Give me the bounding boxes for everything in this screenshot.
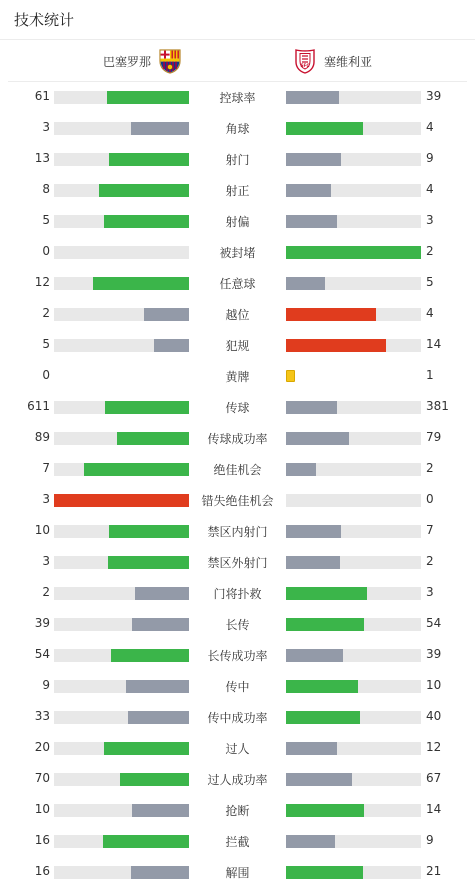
header bbox=[0, 0, 475, 40]
home-value: 16 bbox=[34, 864, 50, 878]
sevilla-crest-icon bbox=[292, 48, 318, 74]
away-bar-track bbox=[286, 277, 421, 290]
home-bar-fill bbox=[126, 680, 189, 693]
stat-label: 抢断 bbox=[225, 804, 250, 818]
stat-label: 射正 bbox=[225, 184, 250, 198]
away-bar-track bbox=[286, 587, 421, 600]
home-value: 10 bbox=[34, 523, 50, 537]
away-bar-fill bbox=[286, 432, 349, 445]
away-bar-fill bbox=[286, 525, 341, 538]
home-bar-fill bbox=[144, 308, 189, 321]
home-bar-track bbox=[54, 432, 189, 445]
away-value: 67 bbox=[426, 771, 442, 785]
stat-row bbox=[0, 578, 475, 609]
away-bar-fill bbox=[286, 401, 337, 414]
away-bar-track bbox=[286, 742, 421, 755]
home-bar-fill bbox=[111, 649, 189, 662]
away-value: 79 bbox=[426, 430, 442, 444]
stat-label: 拦截 bbox=[225, 835, 250, 849]
away-bar-track bbox=[286, 773, 421, 786]
away-bar-fill bbox=[286, 184, 331, 197]
home-team-name: 巴塞罗那 bbox=[102, 54, 151, 69]
home-bar-fill bbox=[128, 711, 189, 724]
home-value: 5 bbox=[42, 337, 50, 351]
stat-label: 控球率 bbox=[219, 91, 256, 105]
home-value: 10 bbox=[34, 802, 50, 816]
home-value: 3 bbox=[42, 492, 50, 506]
home-bar-fill bbox=[93, 277, 189, 290]
home-bar-track bbox=[54, 246, 189, 259]
stat-label: 越位 bbox=[225, 308, 250, 322]
home-bar-track bbox=[54, 525, 189, 538]
home-bar-fill bbox=[120, 773, 189, 786]
away-value: 4 bbox=[426, 120, 434, 134]
stat-label: 角球 bbox=[225, 122, 250, 136]
stat-label: 禁区外射门 bbox=[207, 556, 268, 570]
home-bar-fill bbox=[107, 91, 189, 104]
home-value: 16 bbox=[34, 833, 50, 847]
away-value: 40 bbox=[426, 709, 442, 723]
stat-row bbox=[0, 702, 475, 733]
away-bar-track bbox=[286, 153, 421, 166]
stat-row bbox=[0, 764, 475, 795]
away-bar-fill bbox=[286, 773, 352, 786]
home-bar-fill bbox=[135, 587, 189, 600]
away-bar-fill bbox=[286, 556, 340, 569]
away-value: 4 bbox=[426, 182, 434, 196]
stat-row bbox=[0, 361, 475, 392]
stat-label: 犯规 bbox=[225, 339, 250, 353]
stat-row bbox=[0, 671, 475, 702]
away-value: 9 bbox=[426, 151, 434, 165]
stat-row bbox=[0, 423, 475, 454]
stat-label: 黄牌 bbox=[225, 370, 250, 384]
stat-row bbox=[0, 640, 475, 671]
away-bar-track bbox=[286, 122, 421, 135]
away-bar-track bbox=[286, 494, 421, 507]
home-bar-fill bbox=[132, 618, 189, 631]
away-bar-track bbox=[286, 401, 421, 414]
away-team-name: 塞维利亚 bbox=[324, 54, 373, 69]
stat-label: 传中成功率 bbox=[207, 711, 268, 725]
home-bar-track bbox=[54, 215, 189, 228]
away-bar-fill bbox=[286, 649, 343, 662]
away-bar-track bbox=[286, 804, 421, 817]
away-bar-fill bbox=[286, 835, 335, 848]
away-bar-track bbox=[286, 184, 421, 197]
home-bar-track bbox=[54, 773, 189, 786]
home-bar-track bbox=[54, 835, 189, 848]
home-bar-fill bbox=[154, 339, 189, 352]
home-bar-track bbox=[54, 804, 189, 817]
home-bar-track bbox=[54, 401, 189, 414]
home-bar-fill bbox=[109, 525, 189, 538]
away-value: 9 bbox=[426, 833, 434, 847]
home-bar-fill bbox=[104, 742, 189, 755]
away-value: 5 bbox=[426, 275, 434, 289]
home-bar-track bbox=[54, 649, 189, 662]
home-bar-track bbox=[54, 153, 189, 166]
stat-row bbox=[0, 516, 475, 547]
stat-label: 禁区内射门 bbox=[207, 525, 268, 539]
away-bar-track bbox=[286, 432, 421, 445]
stat-label: 被封堵 bbox=[219, 246, 256, 260]
away-bar-fill bbox=[286, 246, 421, 259]
away-value: 0 bbox=[426, 492, 434, 506]
stat-label: 射门 bbox=[225, 153, 250, 167]
away-bar-track bbox=[286, 463, 421, 476]
away-bar-track bbox=[286, 556, 421, 569]
home-bar-fill bbox=[99, 184, 189, 197]
stat-row bbox=[0, 485, 475, 516]
away-bar-track bbox=[286, 91, 421, 104]
stat-row bbox=[0, 175, 475, 206]
home-bar-track bbox=[54, 618, 189, 631]
away-bar-track bbox=[286, 215, 421, 228]
away-bar-fill bbox=[286, 463, 316, 476]
away-value: 2 bbox=[426, 461, 434, 475]
stat-label: 传球成功率 bbox=[207, 432, 268, 446]
away-bar-track bbox=[286, 618, 421, 631]
home-value: 7 bbox=[42, 461, 50, 475]
away-bar-fill bbox=[286, 680, 358, 693]
home-value: 13 bbox=[34, 151, 50, 165]
away-bar-fill bbox=[286, 122, 363, 135]
away-bar-fill bbox=[286, 215, 337, 228]
stat-row bbox=[0, 144, 475, 175]
home-value: 33 bbox=[34, 709, 50, 723]
away-bar-track bbox=[286, 339, 421, 352]
home-value: 8 bbox=[42, 182, 50, 196]
home-value: 12 bbox=[34, 275, 50, 289]
home-bar-track bbox=[54, 308, 189, 321]
stat-row bbox=[0, 113, 475, 144]
home-bar-track bbox=[54, 122, 189, 135]
home-value: 3 bbox=[42, 554, 50, 568]
stat-label: 过人 bbox=[225, 742, 250, 756]
away-bar-fill bbox=[286, 742, 337, 755]
home-value: 5 bbox=[42, 213, 50, 227]
stat-label: 长传 bbox=[225, 618, 250, 632]
stat-row bbox=[0, 795, 475, 826]
stat-row bbox=[0, 392, 475, 423]
stat-row bbox=[0, 82, 475, 113]
stat-row bbox=[0, 206, 475, 237]
away-value: 4 bbox=[426, 306, 434, 320]
away-value: 3 bbox=[426, 213, 434, 227]
home-value: 39 bbox=[34, 616, 50, 630]
stat-label: 任意球 bbox=[219, 277, 256, 291]
home-bar-fill bbox=[117, 432, 189, 445]
home-bar-fill bbox=[132, 804, 189, 817]
svg-text:SFC: SFC bbox=[300, 63, 310, 68]
away-value: 2 bbox=[426, 244, 434, 258]
stat-label: 绝佳机会 bbox=[213, 463, 262, 477]
away-value: 54 bbox=[426, 616, 442, 630]
home-bar-track bbox=[54, 494, 189, 507]
home-bar-track bbox=[54, 463, 189, 476]
stat-label: 传中 bbox=[225, 680, 250, 694]
away-value: 39 bbox=[426, 89, 442, 103]
stat-row bbox=[0, 299, 475, 330]
home-bar-fill bbox=[104, 215, 189, 228]
away-value: 10 bbox=[426, 678, 442, 692]
away-value: 21 bbox=[426, 864, 442, 878]
away-value: 381 bbox=[426, 399, 449, 413]
away-bar-fill bbox=[286, 91, 339, 104]
away-bar-track bbox=[286, 866, 421, 879]
away-bar-track bbox=[286, 525, 421, 538]
home-bar-track bbox=[54, 680, 189, 693]
page-title: 技术统计 bbox=[14, 11, 75, 29]
away-value: 7 bbox=[426, 523, 434, 537]
home-bar-track bbox=[54, 277, 189, 290]
home-team[interactable] bbox=[103, 48, 183, 74]
home-value: 54 bbox=[34, 647, 50, 661]
home-bar-fill bbox=[84, 463, 189, 476]
away-value: 39 bbox=[426, 647, 442, 661]
away-team[interactable] bbox=[292, 48, 372, 74]
away-bar-fill bbox=[286, 308, 376, 321]
barcelona-crest-icon bbox=[157, 48, 183, 74]
away-value: 12 bbox=[426, 740, 442, 754]
away-value: 14 bbox=[426, 337, 442, 351]
home-value: 70 bbox=[34, 771, 50, 785]
stat-row bbox=[0, 733, 475, 764]
stat-row bbox=[0, 826, 475, 857]
away-bar-track bbox=[286, 246, 421, 259]
home-bar-track bbox=[54, 742, 189, 755]
stat-row bbox=[0, 330, 475, 361]
home-value: 0 bbox=[42, 368, 50, 382]
stat-label: 错失绝佳机会 bbox=[201, 494, 274, 508]
home-bar-fill bbox=[54, 494, 189, 507]
home-bar-fill bbox=[109, 153, 189, 166]
stat-row bbox=[0, 857, 475, 888]
away-bar-fill bbox=[286, 804, 364, 817]
home-value: 9 bbox=[42, 678, 50, 692]
home-bar-fill bbox=[108, 556, 189, 569]
home-value: 3 bbox=[42, 120, 50, 134]
stat-label: 传球 bbox=[225, 401, 250, 415]
home-bar-fill bbox=[103, 835, 189, 848]
home-bar-track bbox=[54, 711, 189, 724]
away-bar-track bbox=[286, 308, 421, 321]
away-bar-track bbox=[286, 680, 421, 693]
away-value: 2 bbox=[426, 554, 434, 568]
home-bar-fill bbox=[105, 401, 189, 414]
away-bar-fill bbox=[286, 618, 364, 631]
away-bar-fill bbox=[286, 711, 360, 724]
away-value: 14 bbox=[426, 802, 442, 816]
away-bar-track bbox=[286, 835, 421, 848]
home-bar-track bbox=[54, 866, 189, 879]
stat-row bbox=[0, 547, 475, 578]
away-bar-fill bbox=[286, 277, 325, 290]
home-value: 61 bbox=[34, 89, 50, 103]
stat-label: 门将扑救 bbox=[213, 587, 262, 601]
away-bar-fill bbox=[286, 339, 386, 352]
home-value: 611 bbox=[27, 399, 50, 413]
home-bar-track bbox=[54, 587, 189, 600]
stat-row bbox=[0, 268, 475, 299]
home-bar-track bbox=[54, 91, 189, 104]
home-bar-fill bbox=[131, 866, 189, 879]
stats-list bbox=[0, 82, 475, 888]
home-bar-track bbox=[54, 556, 189, 569]
stat-label: 长传成功率 bbox=[207, 649, 268, 663]
away-bar-fill bbox=[286, 866, 363, 879]
away-value: 3 bbox=[426, 585, 434, 599]
home-bar-track bbox=[54, 339, 189, 352]
home-value: 2 bbox=[42, 585, 50, 599]
stat-row bbox=[0, 454, 475, 485]
stat-row bbox=[0, 609, 475, 640]
home-value: 0 bbox=[42, 244, 50, 258]
away-value: 1 bbox=[426, 368, 434, 382]
home-bar-track bbox=[54, 184, 189, 197]
home-bar-fill bbox=[131, 122, 189, 135]
stat-row bbox=[0, 237, 475, 268]
away-bar-fill bbox=[286, 587, 367, 600]
stat-label: 过人成功率 bbox=[207, 773, 268, 787]
away-bar-track bbox=[286, 711, 421, 724]
home-value: 89 bbox=[34, 430, 50, 444]
teams-header bbox=[8, 40, 467, 82]
home-value: 2 bbox=[42, 306, 50, 320]
stat-label: 射偏 bbox=[225, 215, 250, 229]
away-bar-fill bbox=[286, 153, 341, 166]
stat-label: 解围 bbox=[225, 866, 250, 880]
yellow-card-icon bbox=[286, 370, 295, 382]
away-bar-track bbox=[286, 649, 421, 662]
home-value: 20 bbox=[34, 740, 50, 754]
